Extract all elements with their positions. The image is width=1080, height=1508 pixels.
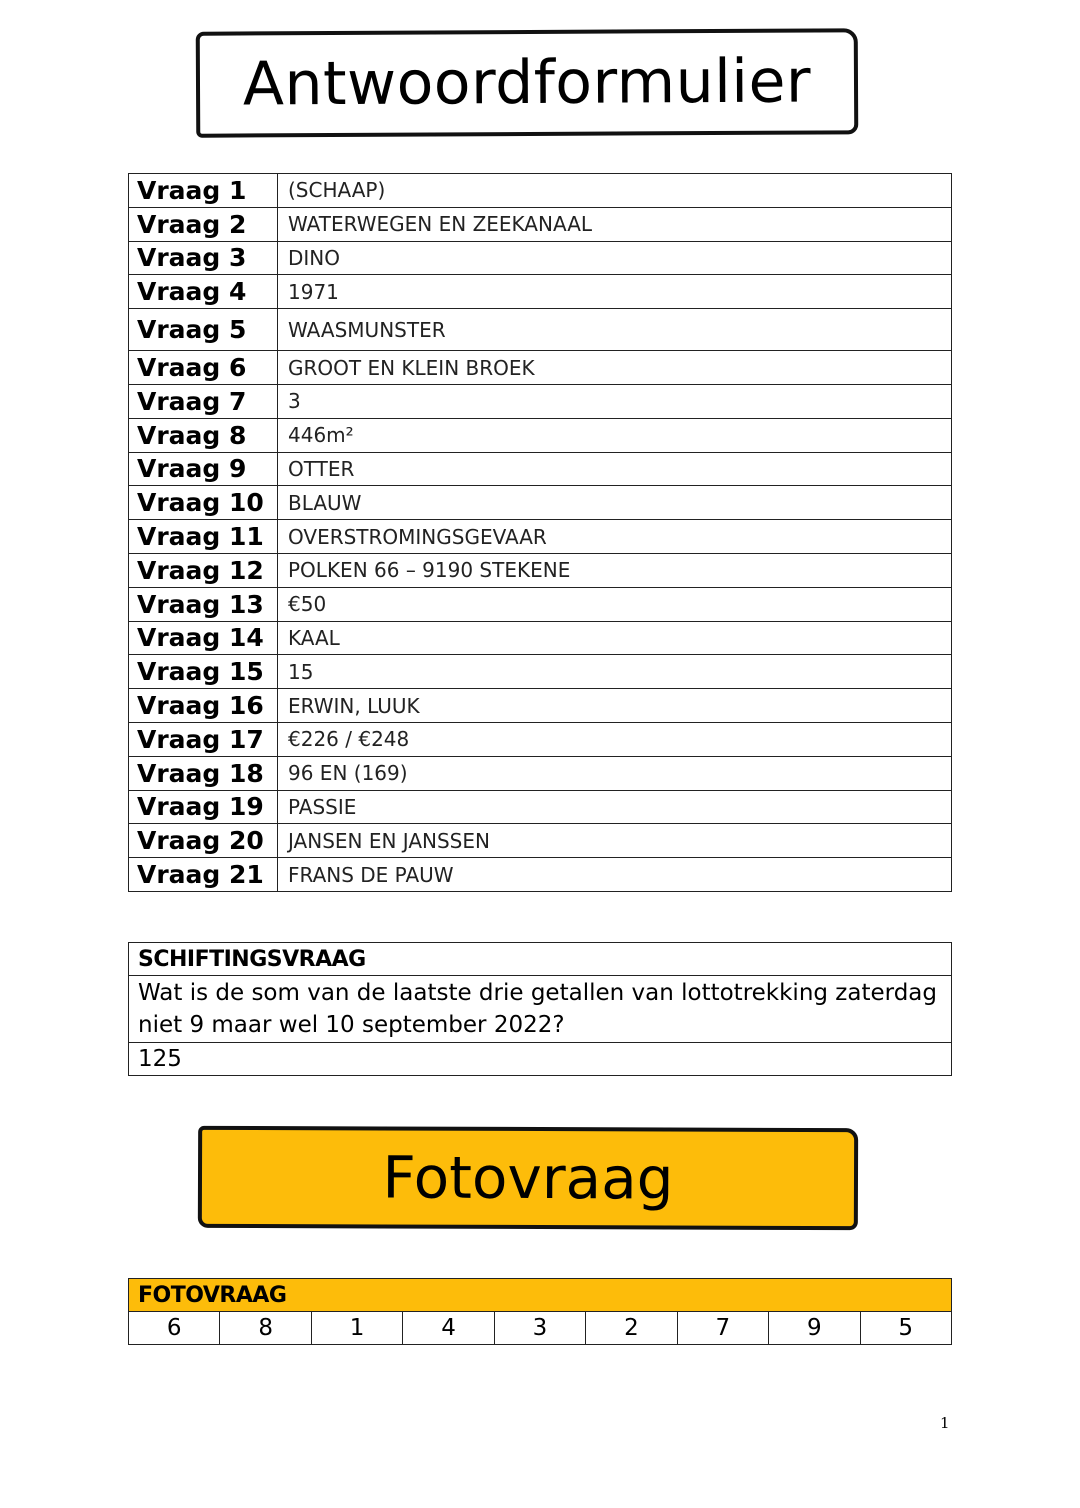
question-label: Vraag 19 [129,790,278,824]
foto-number-cell: 2 [586,1312,677,1345]
title-banner [196,28,859,137]
foto-number-cell: 8 [220,1312,311,1345]
question-label: Vraag 14 [129,621,278,655]
foto-header: FOTOVRAAG [129,1279,952,1312]
foto-table [128,1278,952,1345]
question-label: Vraag 12 [129,553,278,587]
answer-value: 446m² [278,418,952,452]
answer-row [129,418,952,452]
question-label: Vraag 21 [129,858,278,892]
question-label: Vraag 7 [129,384,278,418]
question-label: Vraag 11 [129,520,278,554]
foto-number-cell: 4 [403,1312,494,1345]
answer-value: BLAUW [278,486,952,520]
answer-row [129,790,952,824]
answer-row [129,621,952,655]
question-label: Vraag 13 [129,587,278,621]
answer-value: GROOT EN KLEIN BROEK [278,351,952,385]
answer-value: (SCHAAP) [278,174,952,208]
question-label: Vraag 6 [129,351,278,385]
question-label: Vraag 16 [129,689,278,723]
answer-row [129,756,952,790]
answer-row [129,722,952,756]
schifting-answer: 125 [129,1043,952,1076]
question-label: Vraag 17 [129,722,278,756]
foto-banner-title: Fotovraag [382,1143,674,1213]
foto-number-cell: 6 [129,1312,220,1345]
answer-value: 15 [278,655,952,689]
answer-value: ERWIN, LUUK [278,689,952,723]
question-label: Vraag 1 [129,174,278,208]
foto-number-cell: 1 [311,1312,402,1345]
question-label: Vraag 2 [129,207,278,241]
answer-row [129,553,952,587]
answer-row [129,824,952,858]
schifting-header: SCHIFTINGSVRAAG [129,943,952,976]
question-label: Vraag 8 [129,418,278,452]
page-title: Antwoordformulier [242,46,812,120]
question-label: Vraag 15 [129,655,278,689]
answer-value: €226 / €248 [278,722,952,756]
answers-table [128,173,952,892]
foto-number-cell: 9 [769,1312,860,1345]
answer-row [129,587,952,621]
answer-row [129,689,952,723]
question-label: Vraag 10 [129,486,278,520]
question-label: Vraag 5 [129,309,278,351]
answer-value: WAASMUNSTER [278,309,952,351]
answer-value: OVERSTROMINGSGEVAAR [278,520,952,554]
answer-row [129,520,952,554]
answer-value: DINO [278,241,952,275]
answer-value: 96 EN (169) [278,756,952,790]
answer-value: POLKEN 66 – 9190 STEKENE [278,553,952,587]
answer-row [129,207,952,241]
answer-row [129,174,952,208]
answer-row [129,275,952,309]
answer-row [129,241,952,275]
answer-value: 3 [278,384,952,418]
answer-row [129,351,952,385]
foto-number-cell: 7 [677,1312,768,1345]
answer-value: KAAL [278,621,952,655]
foto-number-cell: 3 [494,1312,585,1345]
answer-row [129,858,952,892]
answer-row [129,384,952,418]
answer-value: WATERWEGEN EN ZEEKANAAL [278,207,952,241]
answer-row [129,309,952,351]
answer-row [129,452,952,486]
answer-row [129,655,952,689]
answer-value: €50 [278,587,952,621]
question-label: Vraag 9 [129,452,278,486]
foto-number-cell: 5 [860,1312,952,1345]
answer-value: FRANS DE PAUW [278,858,952,892]
foto-banner [198,1126,858,1230]
question-label: Vraag 18 [129,756,278,790]
answer-value: 1971 [278,275,952,309]
answer-value: JANSEN EN JANSSEN [278,824,952,858]
page-number: 1 [940,1414,950,1432]
question-label: Vraag 20 [129,824,278,858]
schifting-question: Wat is de som van de laatste drie getallen van lottotrekking zaterdag niet 9 maar wel 10 september 2022? [129,976,952,1043]
answer-value: PASSIE [278,790,952,824]
foto-number-row [129,1312,952,1345]
answer-row [129,486,952,520]
answer-value: OTTER [278,452,952,486]
question-label: Vraag 4 [129,275,278,309]
question-label: Vraag 3 [129,241,278,275]
schifting-table [128,942,952,1076]
